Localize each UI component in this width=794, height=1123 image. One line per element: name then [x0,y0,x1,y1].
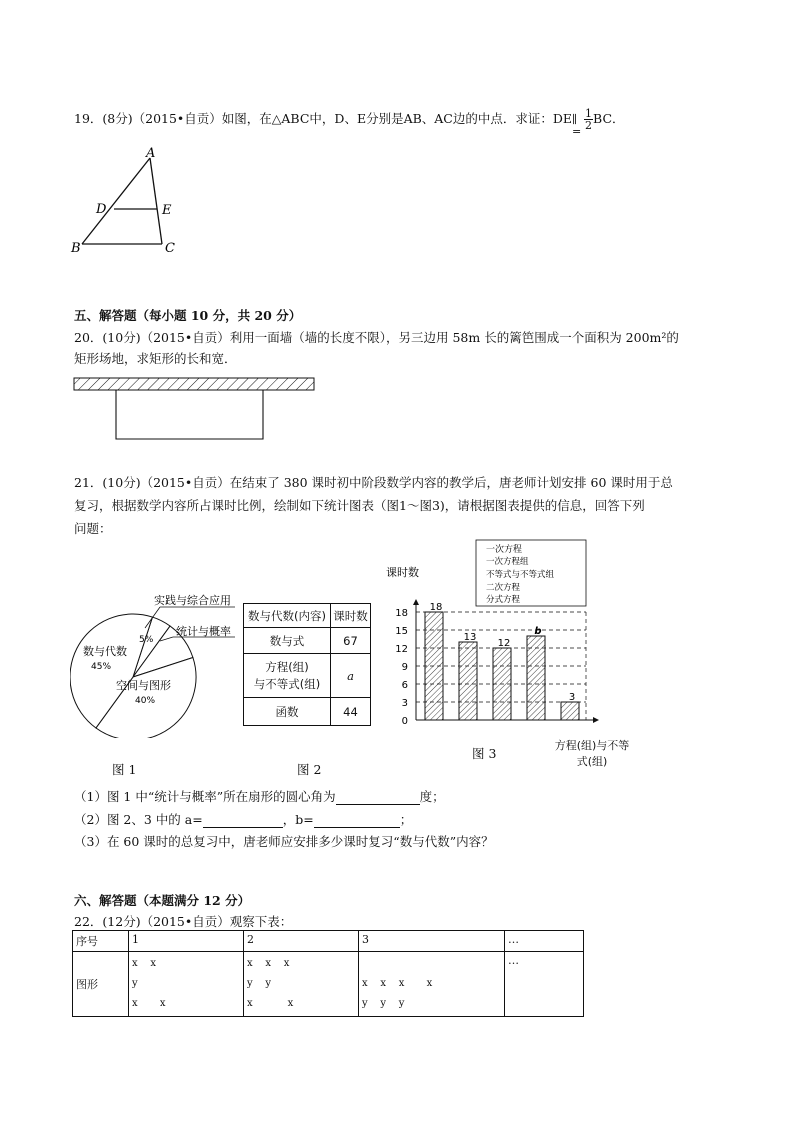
q19-text-after: BC． [593,111,625,126]
bar-1 [459,642,477,720]
answer-blank-a[interactable] [203,812,283,828]
fig2-caption: 图 2 [297,762,322,777]
label-a: A [146,146,156,161]
table-header-content: 数与代数(内容) [244,604,331,628]
fence [116,390,263,439]
content-hours-table [243,603,371,726]
legend-item: 不等式与不等式组 [486,570,555,580]
bar-label-0: 18 [429,602,443,613]
side-ac [150,158,162,244]
y-tick-label: 12 [395,644,408,655]
q21-sub1: （1）图 1 中“统计与概率”所在扇形的圆心角为 度； [74,789,445,804]
side-ab [82,158,150,244]
slice-label-practice: 实践与综合应用 [154,594,231,607]
section6-title: 六、解答题（本题满分 12 分） [74,893,251,908]
q21-line1: 21．(10分)（2015•自贡）在结束了 380 课时初中阶段数学内容的教学后，唐老师计划安排 60 课时用于总 [74,475,673,490]
y-tick-label: 0 [401,716,408,727]
table-header-hours: 课时数 [331,604,371,628]
bar-2 [493,648,511,720]
q22-header-3: 3 [359,931,505,952]
q19-text-before: 19．(8分)（2015•自贡）如图，在△ABC中，D、E分别是AB、AC边的中点．求证：DE [74,111,573,126]
bar-label-2: 12 [497,638,511,649]
q21-line3: 问题： [74,521,112,536]
q22-shape-1: x x y x x [129,952,244,1017]
q21-sub3: （3）在 60 课时的总复习中，唐老师应安排多少课时复习“数与代数”内容？ [74,834,494,849]
y-tick-label: 15 [395,626,408,637]
section5-title: 五、解答题（每小题 10 分，共 20 分） [74,308,302,323]
slice-value-algebra: 45% [91,662,112,672]
bar-3 [527,636,545,720]
q21-sub2: （2）图 2、3 中的 a= ，b= ； [74,812,413,827]
y-tick-label: 18 [395,608,408,619]
q22-line1: 22．(12分)（2015•自贡）观察下表： [74,914,293,929]
answer-blank-angle[interactable] [336,789,420,805]
q20-line2: 矩形场地，求矩形的长和宽． [74,351,237,366]
wall-fence-figure [72,376,317,442]
bar-0 [425,612,443,720]
slice-value-practice: 5% [139,635,154,645]
bar-label-1: 13 [463,632,477,643]
answer-blank-b[interactable] [314,812,400,828]
bar-label-3: b [534,626,542,637]
table-row: 函数 44 [244,698,371,726]
q22-table [72,930,584,1017]
y-tick-label: 6 [401,680,408,691]
slice-label-algebra: 数与代数 [83,645,127,658]
q19-fraction: $\frac{1}{2}$ [585,107,593,132]
legend-item: 二次方程 [486,583,521,593]
bar-series [425,612,579,720]
q22-header-1: 1 [129,931,244,952]
slice-label-geometry: 空间与图形 [116,679,171,692]
q22-header-more: … [505,931,584,952]
bar-label-4: 3 [568,692,576,703]
x-axis-label: 方程(组)与不等式(组) [554,739,630,768]
slice-value-geometry: 40% [135,696,156,706]
fig3-caption: 图 3 [472,746,497,761]
table-row: 方程(组) 与不等式(组) a [244,654,371,698]
q22-header-index: 序号 [73,931,129,952]
q22-shape-more: … [505,952,584,1017]
y-axis-label: 课时数 [386,566,419,579]
q21-line2: 复习，根据数学内容所占课时比例，绘制如下统计图表（图1～图3)，请根据图表提供的信息，回答下列 [74,498,645,513]
q20-line1: 20．(10分)（2015•自贡）利用一面墙（墙的长度不限），另三边用 58m 长的篱笆围成一个面积为 200m²的 [74,330,679,345]
y-tick-label: 9 [401,662,408,673]
triangle-abc-figure [66,142,186,257]
bar-4 [561,702,579,720]
legend-item: 分式方程 [486,595,521,605]
wall [74,378,314,390]
label-b: B [71,241,81,256]
slice-label-statistics: 统计与概率 [176,625,231,638]
y-tick-label: 3 [401,698,408,709]
bar-tick-labels [395,608,408,727]
label-e: E [162,203,172,218]
legend-item: 一次方程组 [486,557,529,567]
label-c: C [165,241,175,256]
label-d: D [96,202,107,217]
legend-item: 一次方程 [486,545,523,555]
q22-row-label: 图形 [73,952,129,1017]
q19-statement: 19．(8分)（2015•自贡）如图，在△ABC中，D、E分别是AB、AC边的中点．求证：DE ∥ = $\frac{1}{2}$ BC． [74,107,625,138]
pie-chart [70,588,245,738]
q22-header-2: 2 [244,931,359,952]
q22-shape-2: x x x y y x x [244,952,359,1017]
fig1-caption: 图 1 [112,762,137,777]
q22-shape-3: x x x x y y y [359,952,505,1017]
table-row: 数与式 67 [244,628,371,654]
